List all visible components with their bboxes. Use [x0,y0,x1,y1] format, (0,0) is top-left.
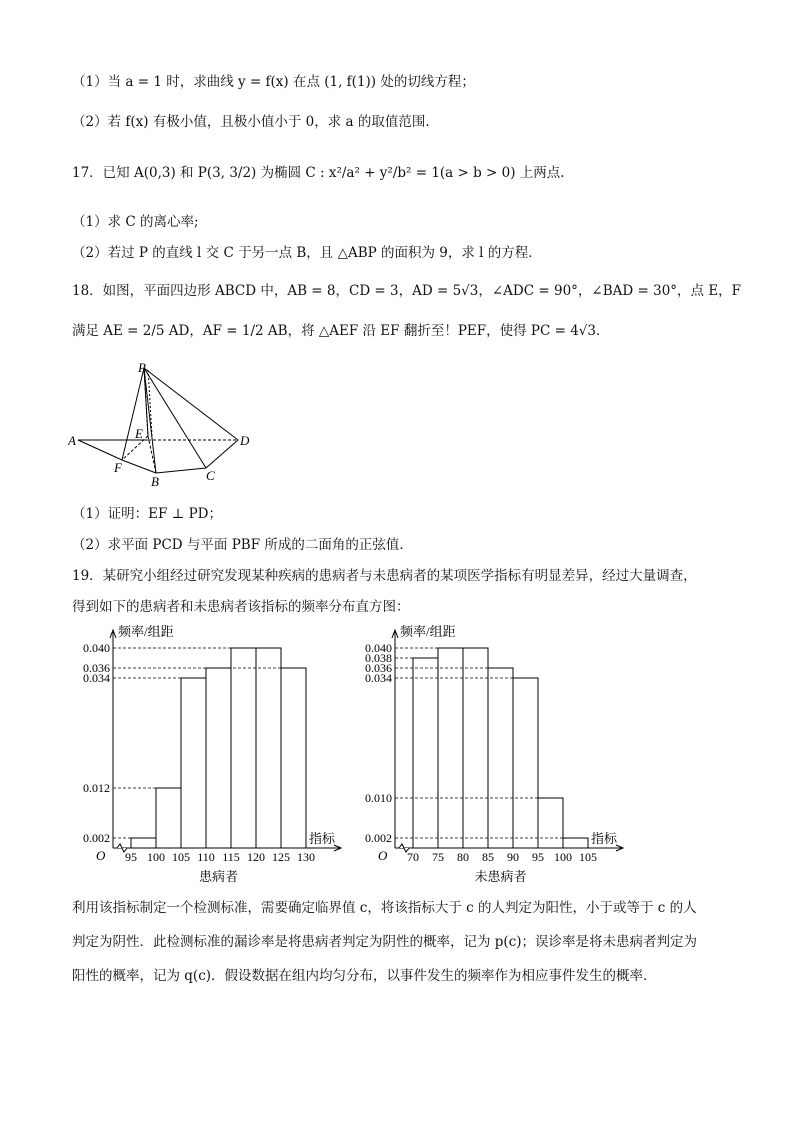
q18-part2: （2）求平面 PCD 与平面 PBF 所成的二面角的正弦值． [72,537,413,553]
y-tick-label: 0.038 [365,651,392,665]
x-tick-label: 120 [247,850,265,864]
origin-label: O [378,848,388,863]
x-tick-label: 95 [532,850,544,864]
histogram-bar [538,798,563,848]
y-tick-label: 0.036 [365,661,392,675]
x-tick-label: 100 [147,850,165,864]
q18-part1: （1）证明：EF ⊥ PD； [72,506,222,522]
y-tick-label: 0.036 [83,661,110,675]
x-tick-label: 85 [482,850,494,864]
label-E: E [135,426,143,441]
y-axis-label: 频率/组距 [400,624,456,639]
q18-stem-cont: 满足 AE = 2/5 AD，AF = 1/2 AB，将 △AEF 沿 EF 翻折至！PEF，使得 PC = 4√3． [72,323,610,339]
x-tick-label: 125 [272,850,290,864]
histogram-patients [68,620,358,895]
histogram-bar [413,658,438,848]
geometry-figure [68,358,268,493]
y-tick-label: 0.010 [365,791,392,805]
label-D: D [240,433,250,448]
q17-part1: （1）求 C 的离心率; [72,214,199,230]
para-2: 判定为阴性．此检测标准的漏诊率是将患病者判定为阴性的概率，记为 p(c)；误诊率是将未患病者判定为 [72,934,698,950]
x-axis-label: 指标 [309,831,336,846]
label-C: C [206,468,215,483]
q17-stem: 17．已知 A(0,3) 和 P(3, 3/2) 为椭圆 C : x²/a² + y²/b² = 1(a > b > 0) 上两点. [72,165,565,181]
y-tick-label: 0.002 [365,831,392,845]
para-1: 利用该指标制定一个检测标准，需要确定临界值 c，将该指标大于 c 的人判定为阳性，小于或等于 c 的人 [72,900,697,916]
x-tick-label: 100 [554,850,572,864]
y-tick-label: 0.034 [83,671,110,685]
x-tick-label: 95 [125,850,137,864]
histogram-bar [206,668,231,848]
y-tick-label: 0.040 [365,641,392,655]
label-P: P [138,360,146,375]
q19-stem: 19．某研究小组经过研究发现某种疾病的患病者与未患病者的某项医学指标有明显差异，经过大量调查， [72,568,697,584]
histogram-bar [281,668,306,848]
label-A: A [68,433,76,448]
x-tick-label: 115 [222,850,240,864]
histogram-bar [156,788,181,848]
histogram-non-patients [350,620,640,895]
x-tick-label: 70 [407,850,419,864]
x-tick-label: 105 [172,850,190,864]
y-tick-label: 0.034 [365,671,392,685]
histogram-bar [256,648,281,848]
q16-part1: （1）当 a = 1 时，求曲线 y = f(x) 在点 (1, f(1)) 处的切线方程； [72,74,475,90]
histogram-bar [488,668,513,848]
q19-stem-cont: 得到如下的患病者和未患病者该指标的频率分布直方图： [72,599,410,615]
y-axis-label: 频率/组距 [118,624,174,639]
histogram-bar [513,678,538,848]
y-tick-label: 0.002 [83,831,110,845]
histogram-bar [131,838,156,848]
chart-title: 患病者 [198,869,239,884]
para-3: 阳性的概率，记为 q(c)．假设数据在组内均匀分布，以事件发生的频率作为相应事件发生的概率． [72,968,657,984]
histogram-bar [231,648,256,848]
x-tick-label: 90 [507,850,519,864]
x-tick-label: 75 [432,850,444,864]
x-tick-label: 105 [579,850,597,864]
q17-part2: （2）若过 P 的直线 l 交 C 于另一点 B，且 △ABP 的面积为 9，求 l 的方程． [72,245,542,261]
chart-title: 未患病者 [474,869,527,884]
x-tick-label: 130 [297,850,315,864]
x-axis-label: 指标 [591,831,618,846]
histogram-bar [181,678,206,848]
label-F: F [114,460,122,475]
q16-part2: （2）若 f(x) 有极小值，且极小值小于 0，求 a 的取值范围． [72,114,439,130]
y-tick-label: 0.040 [83,641,110,655]
x-tick-label: 110 [197,850,215,864]
origin-label: O [96,848,106,863]
label-B: B [151,474,159,489]
histogram-bar [563,838,588,848]
y-tick-label: 0.012 [83,781,110,795]
x-tick-label: 80 [457,850,469,864]
q18-stem: 18．如图，平面四边形 ABCD 中，AB = 8，CD = 3，AD = 5√3，∠ADC = 90°，∠BAD = 30°，点 E，F [72,283,742,299]
